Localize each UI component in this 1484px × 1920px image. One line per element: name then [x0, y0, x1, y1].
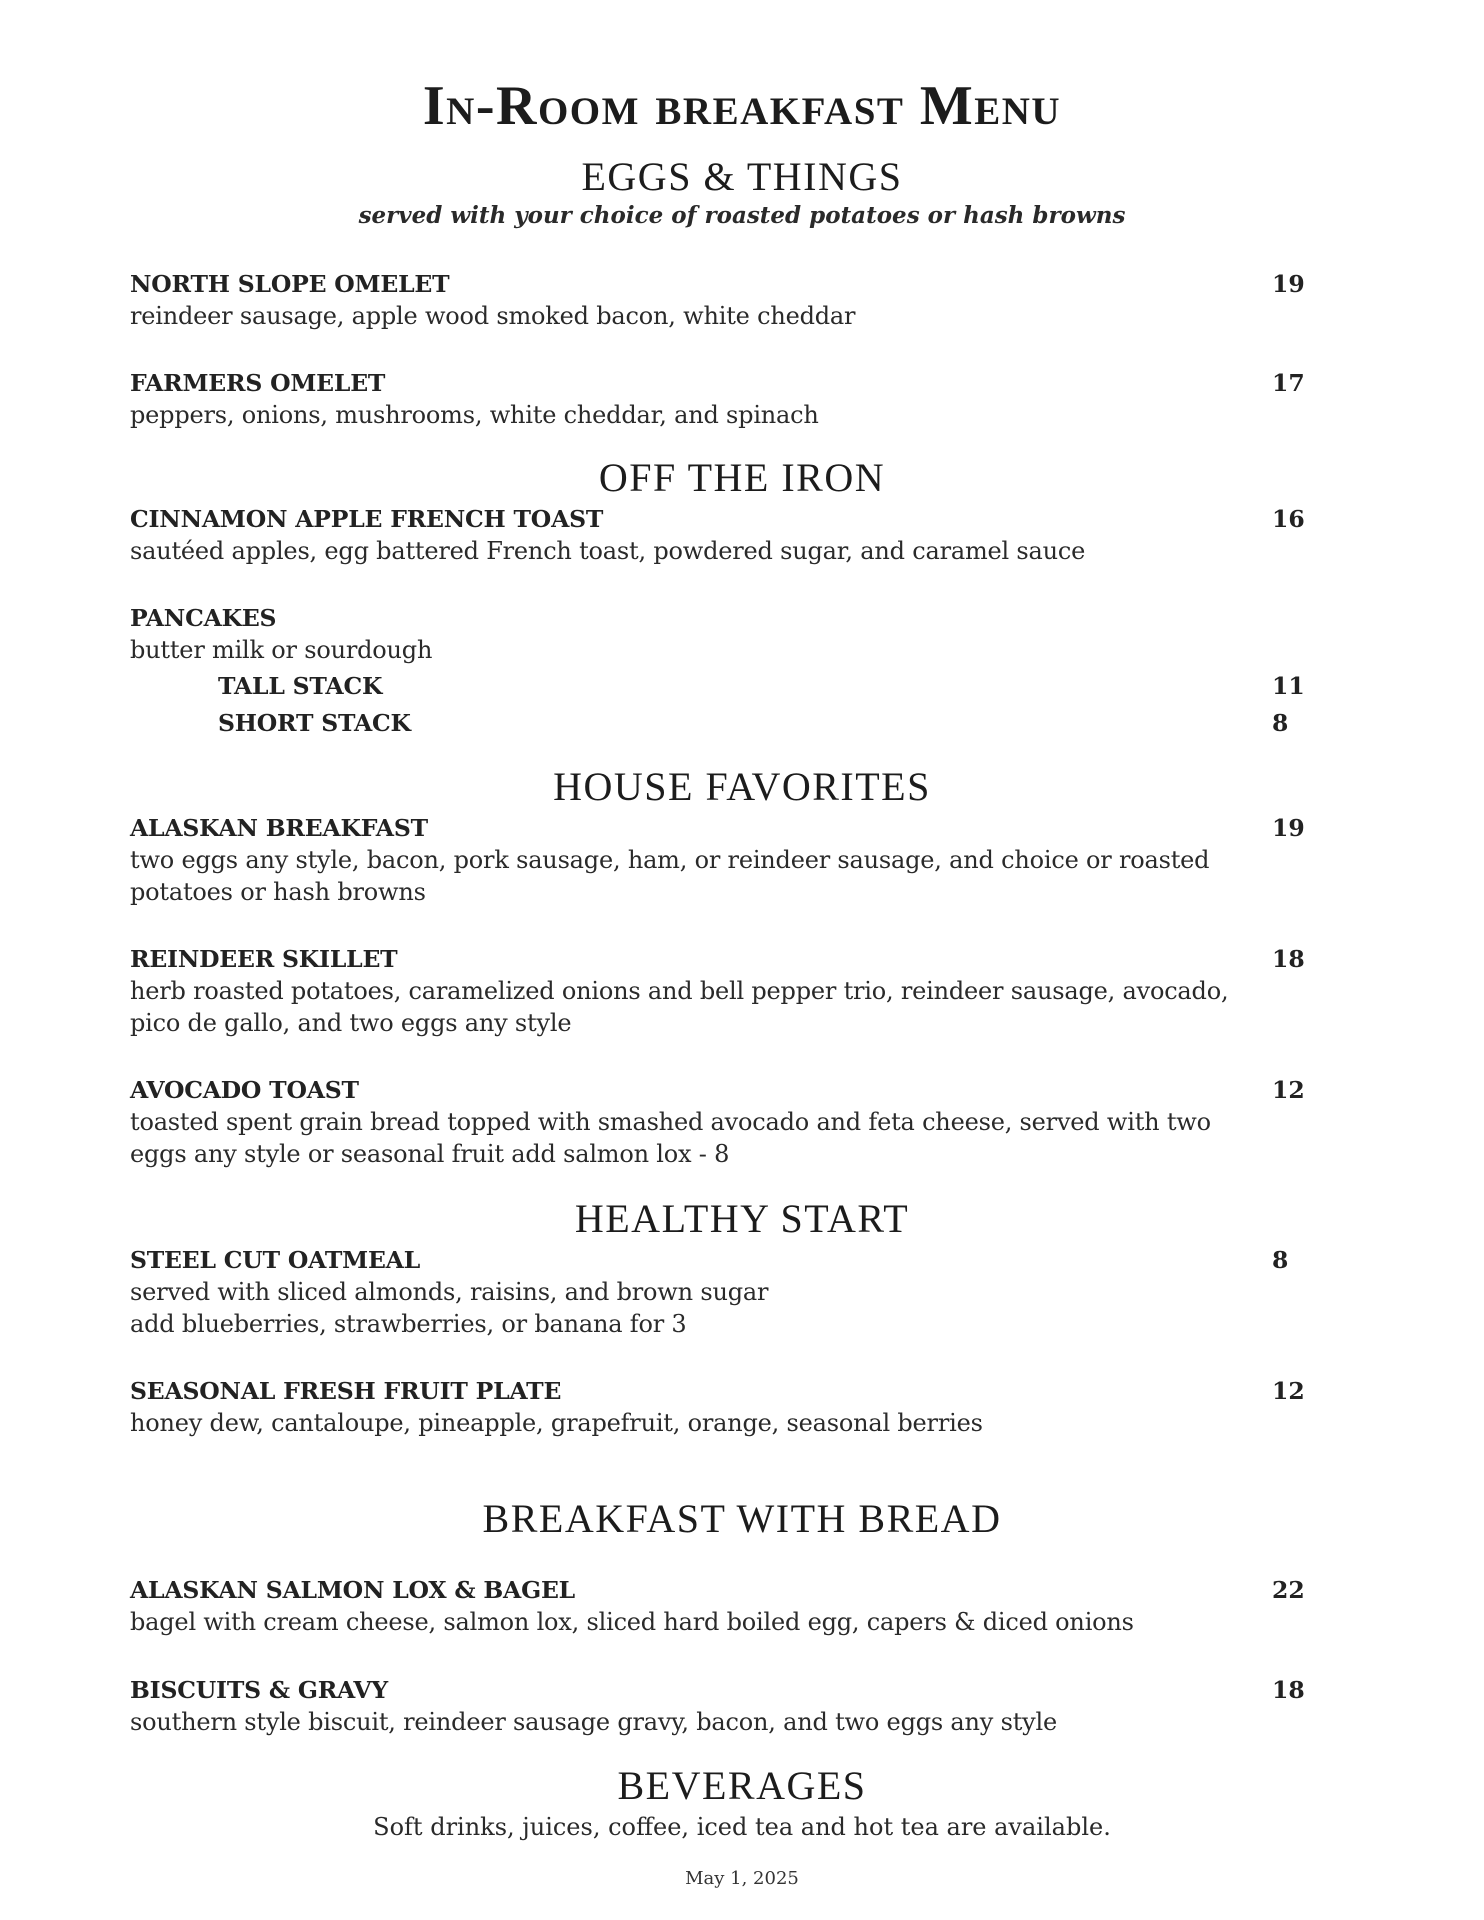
- sub-item-tall-stack: [218, 670, 1305, 702]
- section-heading-bread: BREAKFAST WITH BREAD: [482, 1496, 1002, 1541]
- menu-item-farmers-omelet: [130, 367, 1305, 431]
- item-name: REINDEER SKILLET: [130, 945, 398, 973]
- item-price: 22: [1272, 1576, 1305, 1604]
- item-price: 8: [1272, 1246, 1289, 1274]
- menu-item-reindeer-skillet: [130, 943, 1305, 1039]
- item-description: peppers, onions, mushrooms, white cheddar, and spinach: [130, 401, 819, 429]
- item-name: SHORT STACK: [218, 709, 411, 737]
- item-description: honey dew, cantaloupe, pineapple, grapefruit, orange, seasonal berries: [130, 1409, 983, 1437]
- menu-item-steel-cut-oatmeal: [130, 1244, 1300, 1340]
- item-name: CINNAMON APPLE FRENCH TOAST: [130, 505, 604, 533]
- item-description: butter milk or sourdough: [130, 636, 433, 664]
- item-price: 19: [1272, 270, 1305, 298]
- beverages-text: Soft drinks, juices, coffee, iced tea and hot tea are available.: [373, 1813, 1111, 1841]
- item-description: herb roasted potatoes, caramelized onions and bell pepper trio, reindeer sausage, avocado, pico de gallo, and two eggs any style: [130, 977, 1229, 1037]
- item-description: two eggs any style, bacon, pork sausage, ham, or reindeer sausage, and choice or roasted potatoes or hash browns: [130, 846, 1210, 906]
- item-description: sautéed apples, egg battered French toast, powdered sugar, and caramel sauce: [130, 537, 1086, 565]
- item-price: 12: [1272, 1377, 1305, 1405]
- item-name: NORTH SLOPE OMELET: [130, 270, 450, 298]
- item-name: ALASKAN SALMON LOX & BAGEL: [130, 1576, 575, 1604]
- item-price: 18: [1272, 1676, 1305, 1704]
- menu-item-seasonal-fruit-plate: [130, 1375, 1305, 1439]
- item-description: bagel with cream cheese, salmon lox, sliced hard boiled egg, capers & diced onions: [130, 1608, 1134, 1636]
- section-heading-favorites: HOUSE FAVORITES: [553, 764, 931, 809]
- section-heading-beverages: BEVERAGES: [617, 1763, 867, 1808]
- page-title: In-Room breakfast Menu: [422, 75, 1062, 137]
- item-price: 12: [1272, 1076, 1305, 1104]
- sub-item-short-stack: [218, 707, 1300, 739]
- item-name: AVOCADO TOAST: [130, 1076, 359, 1104]
- item-price: 11: [1272, 672, 1305, 700]
- item-price: 17: [1272, 369, 1305, 397]
- item-description: toasted spent grain bread topped with smashed avocado and feta cheese, served with two eggs any style or seasonal fruit add salmon lox - 8: [130, 1108, 1211, 1168]
- item-name: TALL STACK: [218, 672, 383, 700]
- item-name: SEASONAL FRESH FRUIT PLATE: [130, 1377, 562, 1405]
- item-name: BISCUITS & GRAVY: [130, 1676, 388, 1704]
- menu-item-north-slope-omelet: [130, 268, 1305, 332]
- section-heading-iron: OFF THE IRON: [598, 455, 886, 500]
- item-price: 18: [1272, 945, 1305, 973]
- item-description-addon: add blueberries, strawberries, or banana for 3: [130, 1310, 687, 1338]
- item-name: FARMERS OMELET: [130, 369, 386, 397]
- item-price: 8: [1272, 709, 1289, 737]
- menu-item-alaskan-breakfast: [130, 812, 1305, 908]
- menu-date: May 1, 2025: [685, 1868, 799, 1889]
- section-heading-eggs: EGGS & THINGS: [581, 154, 903, 199]
- section-heading-healthy: HEALTHY START: [574, 1196, 910, 1241]
- section-subtitle-eggs: served with your choice of roasted potatoes or hash browns: [358, 202, 1126, 229]
- menu-item-avocado-toast: [130, 1074, 1305, 1170]
- item-description: reindeer sausage, apple wood smoked bacon, white cheddar: [130, 302, 856, 330]
- item-name: ALASKAN BREAKFAST: [130, 814, 428, 842]
- menu-item-pancakes: [130, 602, 1300, 666]
- item-description: southern style biscuit, reindeer sausage gravy, bacon, and two eggs any style: [130, 1708, 1057, 1736]
- menu-item-biscuits-gravy: [130, 1674, 1305, 1738]
- item-name: STEEL CUT OATMEAL: [130, 1246, 421, 1274]
- menu-item-salmon-lox-bagel: [130, 1574, 1305, 1638]
- item-price: 16: [1272, 505, 1305, 533]
- item-description: served with sliced almonds, raisins, and brown sugar: [130, 1278, 769, 1306]
- menu-item-cinnamon-apple-french-toast: [130, 503, 1305, 567]
- item-name: PANCAKES: [130, 604, 277, 632]
- item-price: 19: [1272, 814, 1305, 842]
